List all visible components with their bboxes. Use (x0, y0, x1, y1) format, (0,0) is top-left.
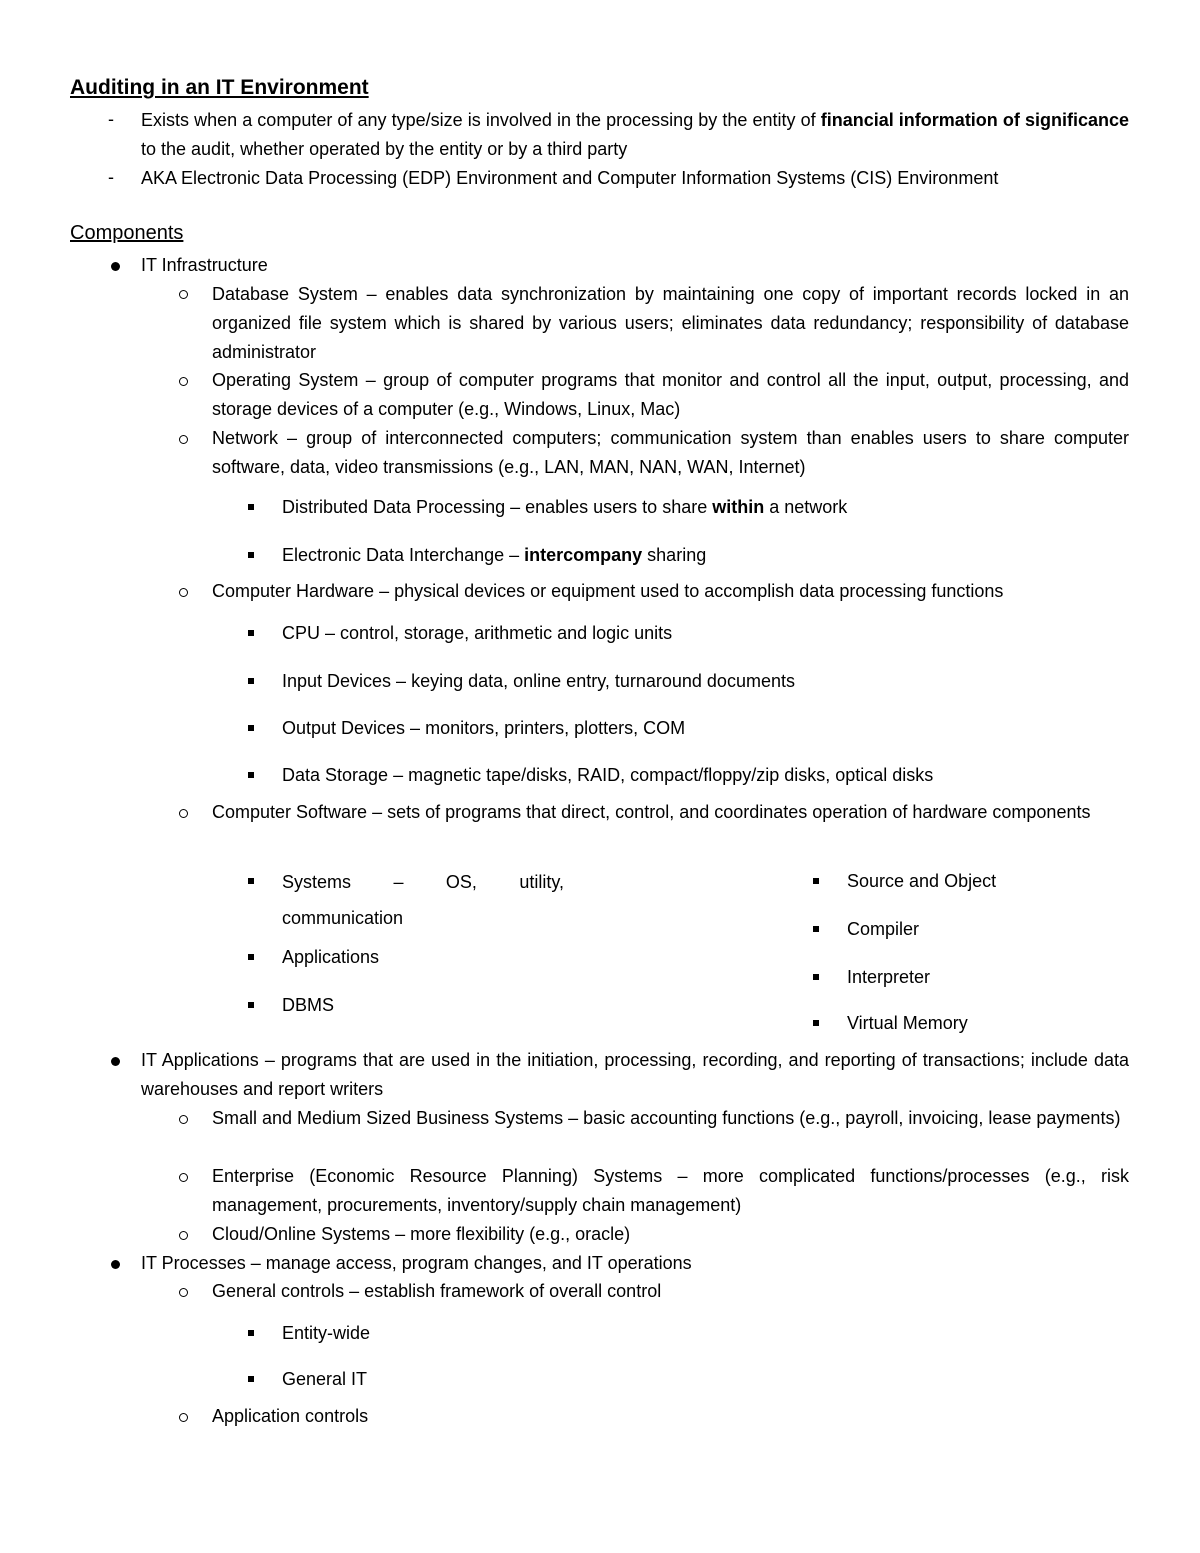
general-item: General IT (282, 1369, 368, 1389)
page-title: Auditing in an IT Environment (70, 76, 369, 99)
bullet-square (248, 1376, 254, 1382)
bullet-square (248, 504, 254, 510)
bullet-square (248, 552, 254, 558)
infra-label: IT Infrastructure (141, 255, 268, 275)
bullet-circle (179, 588, 188, 597)
software-right-item: Compiler (847, 919, 920, 939)
general-item: Entity-wide (282, 1323, 371, 1343)
bullet-circle (179, 1288, 188, 1297)
bullet-circle (179, 1231, 188, 1240)
intro-line-2: AKA Electronic Data Processing (EDP) Environment and Computer Information Systems (CIS) Environment (141, 168, 999, 188)
hardware-item: Input Devices – keying data, online entry, turnaround documents (282, 671, 795, 691)
network-edi: Electronic Data Interchange – intercompany sharing (282, 545, 707, 565)
bullet-dot (111, 262, 120, 271)
intro-line-1: Exists when a computer of any type/size is involved in the processing by the entity of financial information of significance to the audit, whether operated by the entity or by a third party (141, 110, 1129, 159)
bullet-circle (179, 377, 188, 386)
software-systems: Systems – OS, utility, (282, 872, 564, 892)
hardware-item: Output Devices – monitors, printers, plotters, COM (282, 718, 686, 738)
apps-item: Enterprise (Economic Resource Planning) Systems – more complicated functions/processes (e.g., risk management, procurements, inventory/supply chain management) (212, 1166, 1129, 1215)
hardware-item: CPU – control, storage, arithmetic and logic units (282, 623, 673, 643)
bullet-square (248, 678, 254, 684)
software-right-item: Interpreter (847, 967, 931, 987)
processes-application: Application controls (212, 1406, 369, 1426)
software-right-item: Source and Object (847, 871, 997, 891)
hardware-item: Data Storage – magnetic tape/disks, RAID, compact/floppy/zip disks, optical disks (282, 765, 934, 785)
bullet-circle (179, 435, 188, 444)
bullet-square (813, 974, 819, 980)
apps-item: Small and Medium Sized Business Systems – basic accounting functions (e.g., payroll, invoicing, lease payments) (212, 1108, 1121, 1128)
bullet-square (248, 725, 254, 731)
bullet-square (248, 630, 254, 636)
bullet-dot (111, 1057, 120, 1066)
network-ddp: Distributed Data Processing – enables users to share within a network (282, 497, 848, 517)
bullet-circle (179, 1173, 188, 1182)
apps-label: IT Applications – programs that are used in the initiation, processing, recording, and reporting of transactions; include data warehouses and report writers (141, 1050, 1129, 1099)
bullet-dot (111, 1260, 120, 1269)
infra-database: Database System – enables data synchronization by maintaining one copy of important records locked in an organized file system which is shared by various users; eliminates data redundancy; responsibility of database administrator (212, 284, 1129, 362)
section-heading-components: Components (70, 222, 184, 244)
bullet-square (813, 878, 819, 884)
bullet-square (248, 772, 254, 778)
infra-network: Network – group of interconnected computers; communication system than enables users to share computer software, data, video transmissions (e.g., LAN, MAN, NAN, WAN, Internet) (212, 428, 1129, 477)
software-systems-cont: communication (282, 908, 404, 928)
bold-emphasis: intercompany (524, 545, 643, 565)
infra-software: Computer Software – sets of programs that direct, control, and coordinates operation of hardware components (212, 802, 1091, 822)
software-dbms: DBMS (282, 995, 335, 1015)
infra-os: Operating System – group of computer programs that monitor and control all the input, output, processing, and storage devices of a computer (e.g., Windows, Linux, Mac) (212, 370, 1129, 419)
bullet-square (248, 1002, 254, 1008)
bullet-square (813, 1020, 819, 1026)
bullet-square (248, 954, 254, 960)
infra-hardware: Computer Hardware – physical devices or equipment used to accomplish data processing functions (212, 581, 1004, 601)
software-right-item: Virtual Memory (847, 1013, 968, 1033)
bullet-square (813, 926, 819, 932)
bold-emphasis: financial information of significance (820, 110, 1129, 130)
bold-emphasis: within (712, 497, 765, 517)
bullet-circle (179, 1413, 188, 1422)
processes-label: IT Processes – manage access, program changes, and IT operations (141, 1253, 692, 1273)
bullet-circle (179, 290, 188, 299)
apps-item: Cloud/Online Systems – more flexibility (e.g., oracle) (212, 1224, 631, 1244)
software-applications: Applications (282, 947, 380, 967)
dash-marker: - (108, 167, 114, 187)
bullet-square (248, 878, 254, 884)
processes-general: General controls – establish framework of overall control (212, 1281, 662, 1301)
bullet-circle (179, 1115, 188, 1124)
bullet-circle (179, 809, 188, 818)
dash-marker: - (108, 109, 114, 129)
bullet-square (248, 1330, 254, 1336)
